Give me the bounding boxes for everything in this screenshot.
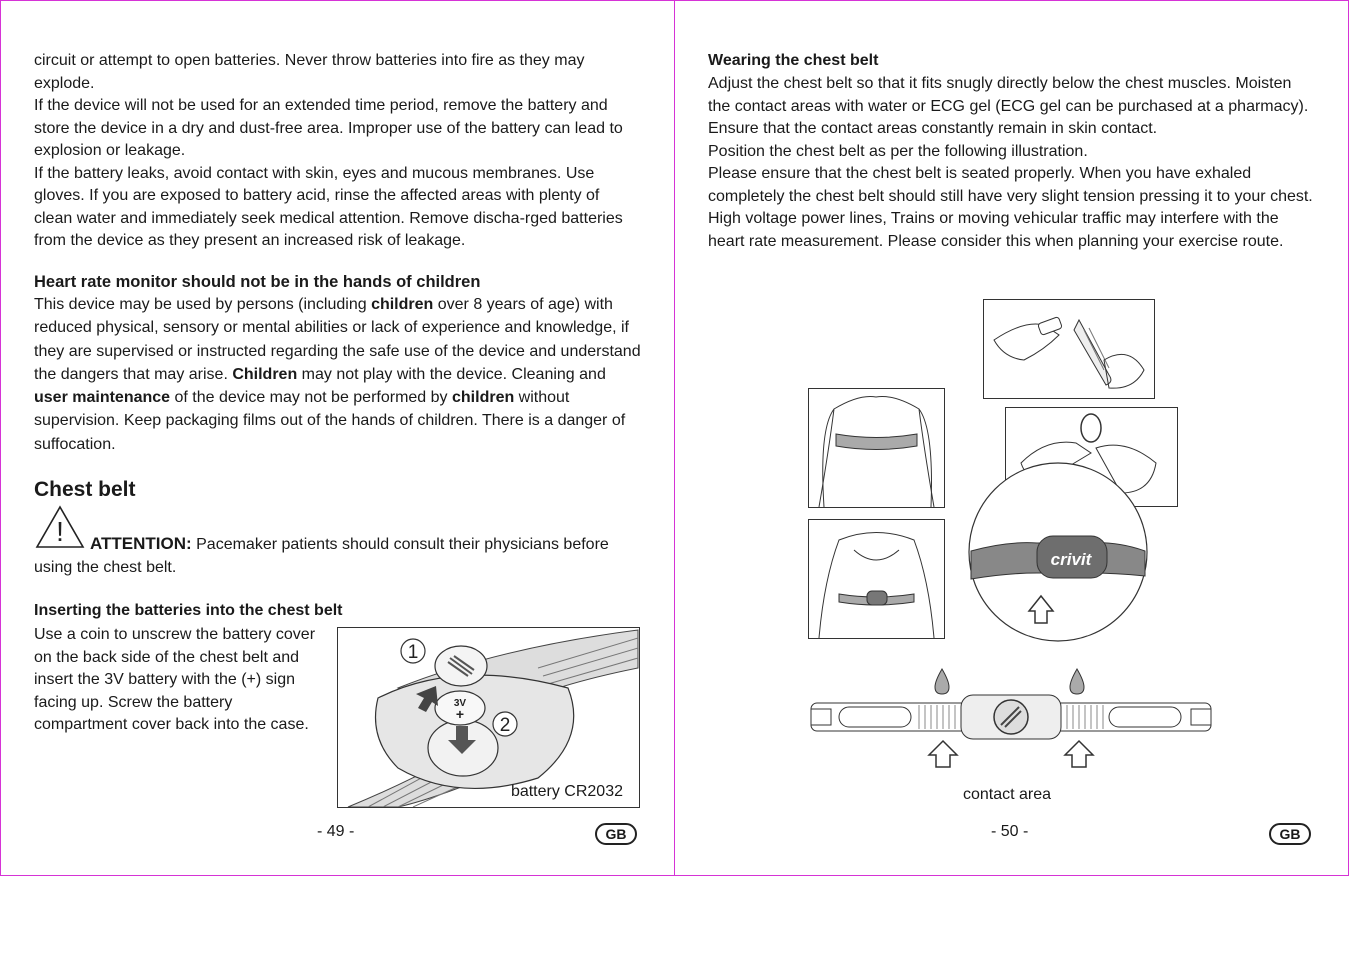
svg-text:!: !: [56, 516, 64, 547]
contact-area-diagram: [809, 661, 1219, 773]
paragraph: If the battery leaks, avoid contact with skin, eyes and mucous membranes. Use gloves. If you are exposed to battery acid, rinse the affected areas with plenty of clean water and immediately seek medical attention. Remove discha-rged batteries from the device as they present an increased risk of leakage.: [34, 164, 623, 249]
left-page: [0, 0, 675, 876]
paragraph: If the device will not be used for an extended time period, remove the battery and store the device in a dry and dust-free area. Improper use of the battery can lead to explosion or leakage.: [34, 97, 623, 159]
up-arrow-icon: [1065, 741, 1093, 767]
page-number: - 50 -: [991, 823, 1029, 840]
inserting-heading: Inserting the batteries into the chest belt: [34, 602, 343, 619]
children-text-part: without supervision. Keep packaging films out of the hands of children. There is a danger of suffocation.: [34, 389, 626, 453]
emphasis: children: [452, 389, 515, 407]
children-text: [34, 293, 642, 456]
page-number: - 49 -: [317, 823, 355, 840]
step-1-label: 1: [407, 642, 419, 663]
attention-body: Pacemaker patients should consult their physicians before using the chest belt.: [34, 536, 609, 576]
children-text-part: may not play with the device. Cleaning and: [297, 365, 606, 383]
belt-position-front-illustration: [808, 519, 945, 639]
belt-closeup-illustration: [967, 461, 1149, 643]
paragraph: circuit or attempt to open batteries. Never throw batteries into fire as they may explode.: [34, 52, 585, 92]
water-drop-icon: [1070, 669, 1084, 694]
wearing-text: [708, 73, 1316, 253]
contact-area-caption: contact area: [963, 786, 1052, 803]
battery-insertion-figure: [337, 627, 640, 808]
battery-caption: battery CR2032: [510, 783, 623, 800]
battery-safety-text: [34, 50, 642, 253]
children-heading: Heart rate monitor should not be in the hands of children: [34, 273, 481, 291]
children-text-part: This device may be used by persons (including: [34, 296, 372, 313]
moisten-contacts-illustration: [983, 299, 1155, 399]
inserting-text: Use a coin to unscrew the battery cover on the back side of the chest belt and insert the 3V battery with the (+) sign facing up. Screw the battery compartment cover back into the case.: [34, 626, 316, 733]
up-arrow-icon: [929, 741, 957, 767]
wearing-heading: Wearing the chest belt: [708, 52, 879, 69]
right-page: [674, 0, 1349, 876]
attention-text: [34, 533, 642, 579]
language-badge: GB: [1269, 823, 1311, 845]
attention-label: ATTENTION:: [90, 534, 192, 553]
paragraph: Position the chest belt as per the following illustration.: [708, 142, 1088, 160]
children-text-part: over 8 years of age) with reduced physical, sensory or mental abilities or lack of experience and knowledge, if they are supervised or instructed regarding the safe use of the device and understand the dangers that may arise.: [34, 296, 641, 383]
crivit-logo: crivit: [1050, 550, 1092, 569]
belt-position-back-illustration: [808, 388, 945, 508]
paragraph: Please ensure that the chest belt is seated properly. When you have exhaled completely the chest belt should still have very slight tension pressing it to your chest.: [708, 165, 1313, 205]
chest-belt-heading: Chest belt: [34, 478, 136, 501]
step-2-label: 2: [499, 715, 511, 736]
language-badge: GB: [595, 823, 637, 845]
paragraph: High voltage power lines, Trains or moving vehicular traffic may interfere with the heart rate measurement. Please consider this when planning your exercise route.: [708, 210, 1284, 250]
children-text-part: of the device may not be performed by: [170, 389, 452, 407]
battery-plus-sign: +: [455, 706, 465, 722]
water-drop-icon: [935, 669, 949, 694]
emphasis: children: [371, 296, 434, 313]
battery-marking: 3V: [453, 698, 467, 709]
paragraph: Adjust the chest belt so that it fits snugly directly below the chest muscles. Moisten the contact areas with water or ECG gel (ECG gel can be purchased at a pharmacy). Ensure that the contact areas constantly remain in skin contact.: [708, 75, 1309, 137]
emphasis: Children: [232, 365, 298, 383]
emphasis: user maintenance: [34, 389, 171, 407]
